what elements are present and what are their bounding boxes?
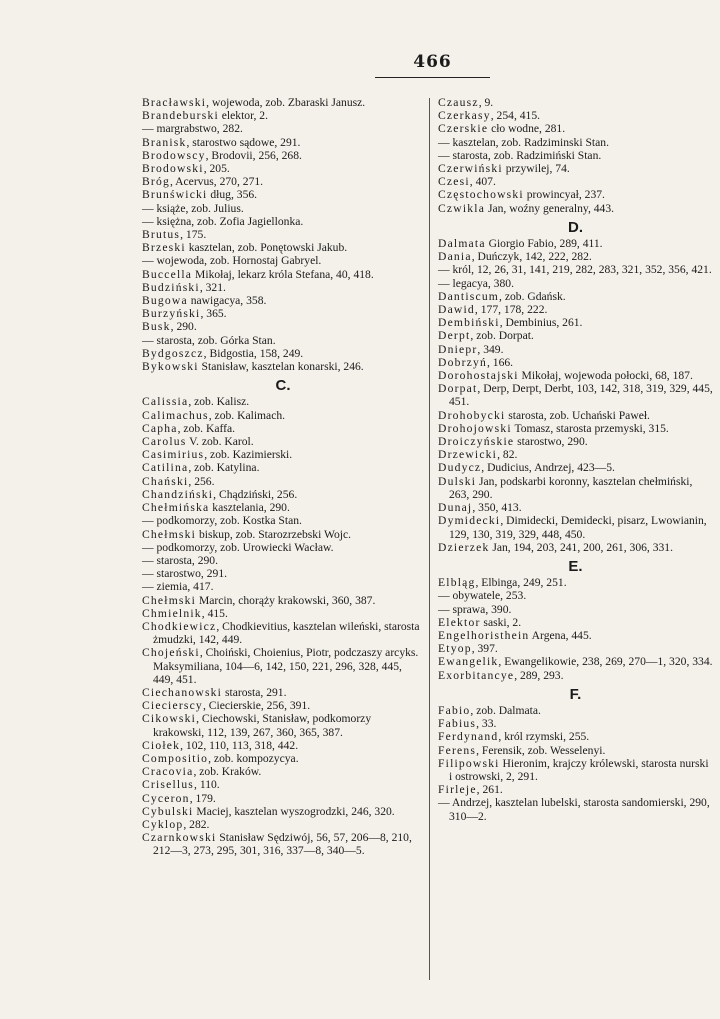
index-entry xyxy=(438,475,713,501)
section-letter: D. xyxy=(568,218,583,236)
index-entry xyxy=(142,268,424,281)
entry-text: prowincyał, 237. xyxy=(523,188,605,202)
index-entry xyxy=(142,96,424,109)
entry-headword: Dniepr xyxy=(438,342,478,356)
entry-text: Argena, 445. xyxy=(529,628,592,642)
index-entry xyxy=(438,175,713,188)
entry-text: , 102, 110, 113, 318, 442. xyxy=(180,738,299,752)
entry-text: — legacya, 380. xyxy=(438,276,514,290)
entry-text: , 9. xyxy=(478,96,494,109)
index-entry xyxy=(438,514,713,540)
index-entry xyxy=(142,567,424,580)
entry-text: Stanisław Sędziwój, 56, 57, 206—8, 210, 212—3, 273, 295, 301, 316, 337—8, 340—5. xyxy=(153,831,412,858)
index-entry xyxy=(142,136,424,149)
entry-headword: Dunaj xyxy=(438,501,473,515)
index-entry xyxy=(142,514,424,527)
entry-text: — obywatele, 253. xyxy=(438,589,527,603)
index-entry xyxy=(142,215,424,228)
entry-headword: Busk xyxy=(142,320,171,334)
entry-headword: Brodowski xyxy=(142,162,204,176)
entry-text: , zob. Kraków. xyxy=(193,765,262,779)
entry-headword: Casimirius xyxy=(142,448,205,462)
entry-headword: Ciołek xyxy=(142,738,181,752)
entry-headword: Chełmińska xyxy=(142,501,210,515)
page-number: 466 xyxy=(413,52,452,72)
entry-text: , 110. xyxy=(194,778,220,792)
index-entry xyxy=(438,329,713,342)
index-entry xyxy=(142,109,424,122)
entry-headword: Czarnkowski xyxy=(142,831,217,845)
entry-headword: Cikowski xyxy=(142,712,197,726)
index-entry xyxy=(438,382,713,408)
entry-text: — wojewoda, zob. Hornostaj Gabryel. xyxy=(142,254,322,268)
entry-headword: Calissia xyxy=(142,395,189,409)
index-entry xyxy=(438,757,713,783)
entry-headword: Carolus xyxy=(142,435,187,449)
entry-headword: Ewangelik xyxy=(438,655,499,669)
entry-headword: Cyklop xyxy=(142,817,184,831)
entry-text: , król rzymski, 255. xyxy=(498,730,590,744)
entry-text: , Chodkievitius, kasztelan wileński, starosta żmudzki, 142, 449. xyxy=(153,619,420,647)
entry-headword: Brodowscy xyxy=(142,148,206,162)
entry-headword: Calimachus xyxy=(142,408,209,422)
entry-headword: Chański xyxy=(142,474,189,488)
entry-headword: Chełmski xyxy=(142,527,197,541)
entry-text: — starosta, zob. Radzimiński Stan. xyxy=(438,148,602,162)
entry-headword: Dalmata xyxy=(438,237,486,251)
index-entry xyxy=(438,316,713,329)
entry-text: , zob. Dorpat. xyxy=(470,329,534,343)
index-entry xyxy=(142,620,424,646)
entry-text: przywilej, 74. xyxy=(502,162,570,176)
entry-text: , starostwo sądowe, 291. xyxy=(186,135,301,149)
index-entry xyxy=(142,162,424,175)
index-column-left xyxy=(142,96,424,858)
index-entry xyxy=(438,409,713,422)
index-entry xyxy=(438,655,713,668)
index-entry xyxy=(438,188,713,201)
entry-text: Tomasz, starosta przemyski, 315. xyxy=(511,421,669,435)
index-entry xyxy=(438,730,713,743)
entry-headword: Dembiński xyxy=(438,316,500,330)
entry-text: Hieronim, krajczy królewski, starosta nurski i ostrowski, 2, 291. xyxy=(449,756,709,783)
entry-headword: Dorpat xyxy=(438,382,478,396)
entry-text: , 254, 415. xyxy=(490,109,541,123)
entry-headword: Bugowa xyxy=(142,294,188,308)
entry-text: — Andrzej, kasztelan lubelski, starosta sandomierski, 290, 310—2. xyxy=(438,796,710,823)
entry-text: , Duńczyk, 142, 222, 282. xyxy=(471,250,592,264)
entry-headword: Exorbitancye xyxy=(438,668,515,682)
entry-headword: Chodkiewicz xyxy=(142,619,217,633)
entry-text: cło wodne, 281. xyxy=(488,122,566,136)
index-entry xyxy=(142,699,424,712)
index-entry xyxy=(142,765,424,778)
entry-text: — król, 12, 26, 31, 141, 219, 282, 283, 321, 352, 356, 421. xyxy=(438,263,712,277)
index-entry xyxy=(438,461,713,474)
index-entry xyxy=(142,307,424,320)
entry-text: saski, 2. xyxy=(480,615,522,629)
index-entry xyxy=(142,594,424,607)
entry-headword: Ferdynand xyxy=(438,730,499,744)
index-entry xyxy=(142,580,424,593)
entry-text: kasztelania, 290. xyxy=(209,501,290,515)
entry-headword: Cyceron xyxy=(142,791,190,805)
entry-text: — ziemia, 417. xyxy=(142,580,214,594)
entry-text: , 261. xyxy=(476,783,503,797)
index-entry xyxy=(142,475,424,488)
index-entry xyxy=(142,831,424,857)
entry-text: kasztelan, zob. Ponętowski Jakub. xyxy=(185,241,348,255)
index-entry xyxy=(438,744,713,757)
entry-text: , zob. kompozycya. xyxy=(208,751,299,765)
index-entry xyxy=(438,616,713,629)
index-entry xyxy=(142,294,424,307)
entry-text: , 175. xyxy=(180,228,207,242)
entry-text: Marcin, chorąży krakowski, 360, 387. xyxy=(196,593,376,607)
entry-text: — starosta, 290. xyxy=(142,553,218,567)
entry-text: starostwo, 290. xyxy=(514,435,588,449)
entry-headword: Chełmski xyxy=(142,593,197,607)
entry-text: , zob. Kalisz. xyxy=(188,395,250,409)
entry-headword: Dania xyxy=(438,250,472,264)
entry-text: , 407. xyxy=(469,175,496,189)
entry-headword: Drohobycki xyxy=(438,408,506,422)
entry-text: , 397. xyxy=(471,642,498,656)
entry-text: , Ciechowski, Stanisław, podkomorzy krakowski, 112, 139, 267, 360, 365, 387. xyxy=(153,712,372,739)
entry-headword: Firleje xyxy=(438,783,477,797)
index-entry xyxy=(142,488,424,501)
entry-headword: Drohojowski xyxy=(438,421,512,435)
entry-headword: Brandeburski xyxy=(142,109,219,123)
index-entry xyxy=(438,202,713,215)
index-entry xyxy=(438,303,713,316)
entry-text: , Chądziński, 256. xyxy=(213,487,298,501)
entry-text: , zob. Kaffa. xyxy=(177,421,236,435)
entry-text: , 166. xyxy=(486,355,514,369)
entry-headword: Burzyński xyxy=(142,307,201,321)
entry-text: , zob. Kalimach. xyxy=(208,408,286,422)
entry-headword: Czesi xyxy=(438,175,470,189)
entry-text: , zob. Kazimierski. xyxy=(204,448,293,462)
entry-text: Jan, podskarbi koronny, kasztelan chełmiński, 263, 290. xyxy=(449,474,693,501)
index-entry xyxy=(142,422,424,435)
entry-headword: Bydgoszcz xyxy=(142,346,204,360)
index-entry xyxy=(142,646,424,686)
entry-text: Jan, 194, 203, 241, 200, 261, 306, 331. xyxy=(489,540,674,554)
entry-text: , zob. Dalmata. xyxy=(470,703,541,717)
entry-headword: Ferens xyxy=(438,743,477,757)
index-entry xyxy=(438,277,713,290)
entry-headword: Fabius xyxy=(438,717,477,731)
entry-headword: Etyop xyxy=(438,642,472,656)
index-entry xyxy=(438,343,713,356)
entry-headword: Budziński xyxy=(142,280,200,294)
index-entry xyxy=(438,263,713,276)
entry-text: nawigacya, 358. xyxy=(187,294,267,308)
index-entry xyxy=(142,712,424,738)
index-entry xyxy=(142,435,424,448)
entry-headword: Crisellus xyxy=(142,778,195,792)
index-entry xyxy=(142,792,424,805)
entry-headword: Ciechanowski xyxy=(142,685,223,699)
entry-text: — podkomorzy, zob. Kostka Stan. xyxy=(142,514,302,528)
entry-text: , 282. xyxy=(183,817,210,831)
index-entry xyxy=(142,778,424,791)
index-entry xyxy=(142,541,424,554)
entry-headword: Cybulski xyxy=(142,804,194,818)
entry-text: starosta, 291. xyxy=(222,685,287,699)
index-entry xyxy=(438,250,713,263)
index-entry xyxy=(142,320,424,333)
index-entry xyxy=(438,704,713,717)
entry-headword: Engelhoristhein xyxy=(438,628,530,642)
index-entry xyxy=(142,448,424,461)
index-entry xyxy=(142,175,424,188)
index-entry xyxy=(438,448,713,461)
index-entry xyxy=(142,360,424,373)
index-entry xyxy=(438,162,713,175)
entry-headword: Chandziński xyxy=(142,487,214,501)
entry-headword: Elbląg xyxy=(438,576,476,590)
index-entry xyxy=(438,669,713,682)
index-entry xyxy=(438,589,713,602)
index-entry xyxy=(142,739,424,752)
index-entry xyxy=(438,576,713,589)
entry-headword: Częstochowski xyxy=(438,188,524,202)
entry-headword: Bracławski xyxy=(142,96,207,109)
entry-text: , 321. xyxy=(199,280,226,294)
entry-text: Stanisław, kasztelan konarski, 246. xyxy=(198,360,364,374)
index-entry xyxy=(438,642,713,655)
entry-text: , Dimidecki, Demidecki, pisarz, Lwowianin, 129, 130, 319, 329, 448, 450. xyxy=(449,514,707,541)
index-entry xyxy=(142,241,424,254)
index-entry xyxy=(142,395,424,408)
column-divider xyxy=(429,98,430,980)
index-entry xyxy=(142,347,424,360)
index-entry xyxy=(438,109,713,122)
entry-headword: Dobrzyń xyxy=(438,355,487,369)
entry-text: , 349. xyxy=(477,342,504,356)
page-number-rule xyxy=(375,77,490,78)
index-entry xyxy=(438,136,713,149)
entry-text: , Bidgostia, 158, 249. xyxy=(203,346,304,360)
entry-text: , Ferensik, zob. Wesselenyi. xyxy=(476,743,606,757)
index-column-right xyxy=(438,96,713,823)
section-letter: C. xyxy=(275,377,291,395)
entry-headword: Chojeński xyxy=(142,646,200,660)
entry-headword: Cracovia xyxy=(142,765,194,779)
entry-headword: Fabio xyxy=(438,703,471,717)
entry-headword: Dzierzek xyxy=(438,540,490,554)
entry-text: , 179. xyxy=(189,791,216,805)
entry-headword: Catilina xyxy=(142,461,189,475)
index-entry xyxy=(438,796,713,822)
index-entry xyxy=(142,122,424,135)
entry-headword: Dawid xyxy=(438,303,475,317)
entry-text: , 365. xyxy=(200,307,227,321)
entry-headword: Dudycz xyxy=(438,461,482,475)
entry-headword: Filipowski xyxy=(438,756,500,770)
index-entry xyxy=(438,783,713,796)
entry-headword: Compositio xyxy=(142,751,209,765)
entry-text: Maciej, kasztelan wyszogrodzki, 246, 320. xyxy=(193,804,395,818)
index-entry xyxy=(142,686,424,699)
entry-text: Mikołaj, lekarz króla Stefana, 40, 418. xyxy=(192,267,374,281)
entry-headword: Elektor xyxy=(438,615,481,629)
entry-headword: Drzewicki xyxy=(438,448,498,462)
entry-text: , wojewoda, zob. Zbaraski Janusz. xyxy=(206,96,366,109)
index-entry xyxy=(438,369,713,382)
entry-text: biskup, zob. Starozrzebski Wojc. xyxy=(196,527,352,541)
entry-text: , 33. xyxy=(476,717,497,731)
entry-text: , Ciecierskie, 256, 391. xyxy=(202,699,311,713)
entry-text: — księżna, zob. Zofia Jagiellonka. xyxy=(142,214,304,228)
index-entry xyxy=(142,202,424,215)
index-entry xyxy=(142,461,424,474)
entry-text: , 350, 413. xyxy=(472,501,522,515)
entry-text: , 205. xyxy=(203,162,230,176)
index-entry xyxy=(438,237,713,250)
entry-headword: Dymidecki xyxy=(438,514,501,528)
entry-headword: Czerwiński xyxy=(438,162,503,176)
entry-headword: Derpt xyxy=(438,329,471,343)
index-entry xyxy=(142,334,424,347)
index-entry xyxy=(142,409,424,422)
entry-text: dług, 356. xyxy=(207,188,258,202)
entry-headword: Brunświcki xyxy=(142,188,208,202)
index-entry xyxy=(438,629,713,642)
entry-headword: Bróg xyxy=(142,175,170,189)
entry-text: — starosta, zob. Górka Stan. xyxy=(142,333,276,347)
entry-text: , Choiński, Choienius, Piotr, podczaszy arcyks. Maksymiliana, 104—6, 142, 150, 221, 296, 328, 445, 449, 451. xyxy=(153,646,419,686)
index-entry xyxy=(142,281,424,294)
entry-headword: Bykowski xyxy=(142,360,199,374)
entry-headword: Brzeski xyxy=(142,241,186,255)
index-entry xyxy=(142,149,424,162)
index-entry xyxy=(142,554,424,567)
entry-text: , 177, 178, 222. xyxy=(474,303,548,317)
entry-headword: Chmielnik xyxy=(142,606,202,620)
entry-headword: Czwikla xyxy=(438,201,486,215)
index-entry xyxy=(438,422,713,435)
entry-headword: Czerskie xyxy=(438,122,489,136)
entry-text: — podkomorzy, zob. Urowiecki Wacław. xyxy=(142,540,334,554)
entry-text: , Dembinius, 261. xyxy=(499,316,583,330)
index-entry xyxy=(142,188,424,201)
index-entry xyxy=(438,96,713,109)
index-entry xyxy=(438,435,713,448)
entry-text: , 415. xyxy=(201,606,228,620)
index-entry xyxy=(438,717,713,730)
index-entry xyxy=(142,528,424,541)
entry-headword: Buccella xyxy=(142,267,193,281)
entry-text: — kasztelan, zob. Radziminski Stan. xyxy=(438,135,609,149)
entry-text: — książe, zob. Julius. xyxy=(142,201,244,215)
entry-headword: Brutus xyxy=(142,228,181,242)
entry-text: , Derp, Derpt, Derbt, 103, 142, 318, 319, 329, 445, 451. xyxy=(449,382,713,409)
entry-text: — starostwo, 291. xyxy=(142,567,228,581)
entry-headword: Branisk xyxy=(142,135,187,149)
index-entry xyxy=(438,603,713,616)
index-entry xyxy=(142,818,424,831)
entry-text: , 256. xyxy=(188,474,215,488)
entry-text: Mikołaj, wojewoda połocki, 68, 187. xyxy=(518,369,693,383)
index-entry xyxy=(438,149,713,162)
entry-headword: Dulski xyxy=(438,474,477,488)
entry-text: — sprawa, 390. xyxy=(438,602,512,616)
entry-headword: Droiczyńskie xyxy=(438,435,515,449)
index-entry xyxy=(142,752,424,765)
index-entry xyxy=(438,356,713,369)
entry-text: , Elbinga, 249, 251. xyxy=(475,576,567,590)
entry-headword: Capha xyxy=(142,421,178,435)
index-entry xyxy=(142,805,424,818)
index-entry xyxy=(438,501,713,514)
entry-headword: Czerkasy xyxy=(438,109,491,123)
index-entry xyxy=(142,607,424,620)
entry-headword: Dantiscum xyxy=(438,289,500,303)
index-entry xyxy=(438,122,713,135)
entry-text: — margrabstwo, 282. xyxy=(142,122,243,136)
entry-text: , 82. xyxy=(497,448,518,462)
index-entry xyxy=(438,290,713,303)
entry-text: Jan, woźny generalny, 443. xyxy=(485,201,615,215)
entry-text: , Acervus, 270, 271. xyxy=(170,175,264,189)
section-letter: F. xyxy=(569,685,582,703)
entry-headword: Ciecierscy xyxy=(142,699,203,713)
entry-text: , zob. Katylina. xyxy=(188,461,260,475)
index-entry xyxy=(438,541,713,554)
entry-text: starosta, zob. Uchański Paweł. xyxy=(505,408,650,422)
entry-text: Giorgio Fabio, 289, 411. xyxy=(485,237,603,251)
index-entry xyxy=(142,228,424,241)
entry-headword: Dorohostajski xyxy=(438,369,519,383)
entry-text: , 289, 293. xyxy=(514,668,564,682)
section-letter: E. xyxy=(568,557,583,575)
entry-text: V. zob. Karol. xyxy=(186,435,254,449)
entry-text: , Ewangelikowie, 238, 269, 270—1, 320, 334. xyxy=(498,655,713,669)
entry-headword: Czausz xyxy=(438,96,479,109)
entry-text: , zob. Gdańsk. xyxy=(499,289,566,303)
entry-text: , 290. xyxy=(170,320,197,334)
entry-text: , Dudicius, Andrzej, 423—5. xyxy=(481,461,615,475)
index-entry xyxy=(142,501,424,514)
entry-text: , Brodovii, 256, 268. xyxy=(205,148,302,162)
entry-text: elektor, 2. xyxy=(218,109,268,123)
index-entry xyxy=(142,254,424,267)
